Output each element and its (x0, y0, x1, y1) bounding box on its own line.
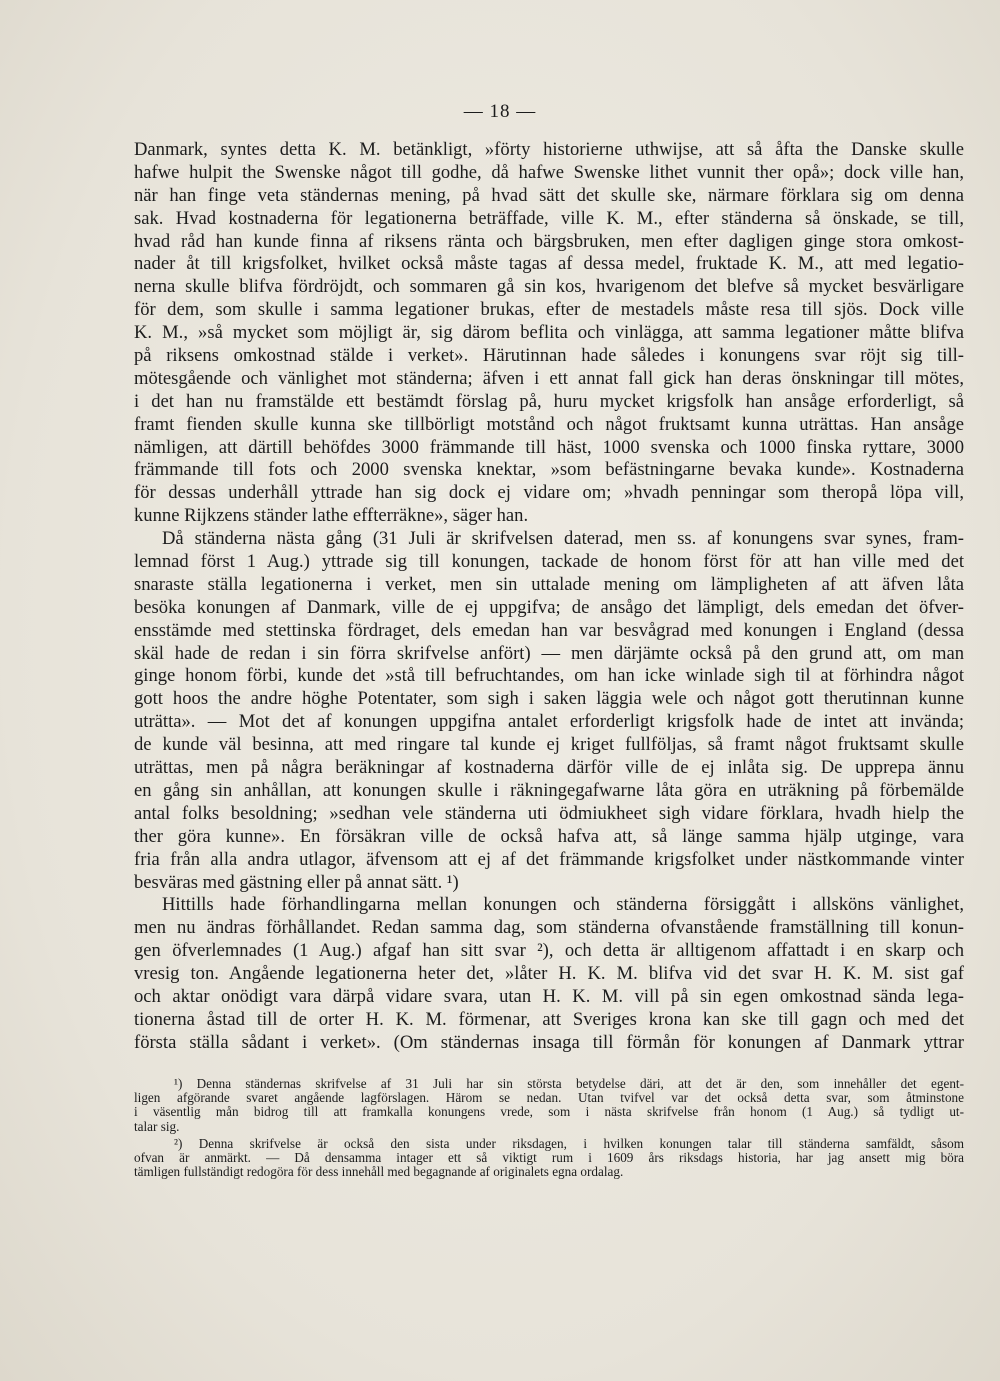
footnote-line: ofvan är anmärkt. — Då densamma intager ett så viktigt rum i 1609 års riksdags historia, har jag ansett mig böra (134, 1149, 964, 1165)
paragraph-end-line: kunne Rijkzens ständer lathe effterräkne», säger han. (134, 505, 529, 527)
footnote-line: tämligen fullständigt redogöra för dess innehåll med begagnande af originalets egna ordalag. (134, 1164, 624, 1180)
footnote-2-start: ²) Denna skrifvelse är också den sista under riksdagen, i hvilken konungen talar till ständerna samfäldt, såsom (174, 1135, 964, 1151)
text-line: på riksens omkostnad stälde i verket». Härutinnan hade således i konungens svar röjt sig till- (134, 345, 964, 367)
text-line: men nu ändras förhållandet. Redan samma dag, som ständerna ofvanstående framställning till konun- (134, 917, 964, 939)
text-line: K. M., »så mycket som möjligt är, sig därom beflita och vinlägga, att samma legationer måtte blifva (134, 322, 964, 344)
text-line: antal folks besoldning; »sedhan vele ständerna uti ödmiukheet sigh vidare förklara, hvadh hielp the (134, 802, 964, 824)
text-line: vresig ton. Angående legationerna heter det, »låter H. K. M. blifva vid det svar H. K. M. sist gaf (134, 963, 964, 985)
text-line: snaraste ställa legationerna i verket, men sin uttalade mening om lämpligheten af att äfven låta (134, 573, 964, 595)
page-number: — 18 — (463, 101, 537, 122)
text-line: hvad råd han kunde finna af riksens ränta och bärgsbruken, men efter dagligen ginge stora omkost- (134, 230, 964, 252)
text-line: ther göra kunne». En försäkran ville de också hafva att, så länge samma hjälp utginge, vara (134, 825, 964, 847)
text-line: gen öfverlemnades (1 Aug.) afgaf han sitt svar ²), och detta är alltigenom affattadt i en skarp och (134, 940, 964, 962)
text-line: första ställa sådant i verket». (Om ständernas insaga till förmån för konungen af Danmark yttrar (134, 1031, 964, 1053)
text-line: sak. Hvad kostnaderna för legationerna beträffade, ville K. M., efter ständerna så önskade, se till, (134, 207, 964, 229)
text-line: uträttas, men på några beräkningar af kostnaderna därför ville de ej inlåta sig. De upprepa ännu (134, 757, 964, 779)
text-line: mötesgående och vänlighet mot ständerna; äfven i ett annat fall gick han deras önskningar till mötes, (134, 367, 964, 389)
text-line: nerna skulle blifva fördröjdt, och sommaren gå sin kos, hvarigenom det blefve så mycket besvärligare (134, 276, 964, 298)
text-line: nämligen, att därtill behöfdes 3000 främmande till häst, 1000 svenska och 1000 finska ryttare, 3000 (134, 436, 964, 458)
text-line: Danmark, syntes detta K. M. betänkligt, »förty historierne uthwijse, att så åfta the Danske skulle (134, 139, 964, 160)
text-line: lemnad först 1 Aug.) yttrade sig till konungen, tackade de honom först för att han ville med det (134, 551, 964, 573)
text-line: skäl hade de redan i sin förra skrifvelse anfört) — men därjämte också på den grund att, om man (134, 642, 964, 664)
text-line: ginge honom förbi, kunde det »stå till befruchtandes, om han icke winlade sigh til at förhindra något (134, 665, 964, 687)
text-line: uträtta». — Mot det af konungen uppgifna antalet erforderligt krigsfolk hade de intet att invända; (134, 711, 964, 733)
text-line: och aktar onödigt vara därpå vidare svara, utan H. K. M. vill på sin egen omkostnad sända lega- (134, 985, 964, 1007)
paragraph-start-line: Hittills hade förhandlingarna mellan konungen och ständerna försiggått i allsköns vänlighet, (162, 894, 964, 916)
footnote-1-start: ¹) Denna ständernas skrifvelse af 31 Juli har sin största betydelse däri, att det är den, som innehåller det egent- (174, 1076, 964, 1091)
text-line: de kunde väl besinna, att med ringare tal kunde ej kriget fullföljas, så framt något fruktsamt skulle (134, 734, 964, 756)
text-line: besöka konungen af Danmark, ville de ej uppgifva; de ansågo det lämpligt, dels emedan det öfver- (134, 596, 964, 618)
text-line: för dessas underhåll yttrade han sig dock ej vidare om; »hvadh penningar som theropå löpa vill, (134, 482, 964, 504)
text-line: i det han nu framstälde ett bestämdt förslag på, huru mycket krigsfolk han ansåge erforderligt, så (134, 390, 964, 412)
text-line: nader åt till krigsfolket, hvilket också måste tagas af dessa medel, fruktade K. M., att med legatio- (134, 253, 964, 275)
footnote-line: ligen afgörande svaret angående lagförslagen. Härom se nedan. Utan tvifvel var det också detta svar, som åtminstone (134, 1090, 964, 1106)
footnotes (134, 1077, 964, 1179)
body-text (134, 139, 964, 1055)
text-line: en gång sin anhållan, att konungen skulle i räkningegafwarne låta göra en uträkning på förbemälde (134, 779, 964, 801)
footnote-line: talar sig. (134, 1118, 180, 1134)
text-line: när han finge veta ständernas mening, på hvad sätt det skulle ske, närmare förklara sig om denna (134, 184, 964, 206)
text-line: gott hoos the andre höghe Potentater, som sigh i saken läggia wele och något gott therutinnan kunne (134, 688, 964, 710)
text-line: hafwe hulpit the Swenske något till godhe, då hafwe Swenske lithet vunnit ther opå»; dock ville han, (134, 161, 964, 183)
paragraph-end-line: besväras med gästning eller på annat sätt. ¹) (134, 871, 459, 893)
footnote-line: i väsentlig mån bidrog till att framkalla konungens vrede, som i nästa skrifvelse från honom (1 Aug.) så tydligt ut- (134, 1104, 964, 1120)
paragraph-start-line: Då ständerna nästa gång (31 Juli är skrifvelsen daterad, men ss. af konungens svar synes, fram- (162, 528, 964, 550)
text-line: fria från alla andra utlagor, äfvensom att ej af det främmande krigsfolket under nästkommande vinter (134, 848, 964, 870)
text-line: för dem, som skulle i samma legationer brukas, efter de mestadels måste resa till sjös. Dock ville (134, 299, 964, 321)
text-line: tionerna åstad till de orter H. K. M. förmenar, att Sveriges krona kan ske till gagn och med det (134, 1008, 964, 1030)
text-line: främmande till fots och 2000 svenska knektar, »som befästningarne bevaka kunde». Kostnaderna (134, 459, 964, 481)
text-line: ensstämde med stettinska fördraget, dels emedan han var besvågrad med konungen i England (dessa (134, 619, 964, 641)
text-line: framt fienden skulle kunna ske tillbörligt motstånd och något fruktsamt kunna uträttas. Han ansåge (134, 413, 964, 435)
